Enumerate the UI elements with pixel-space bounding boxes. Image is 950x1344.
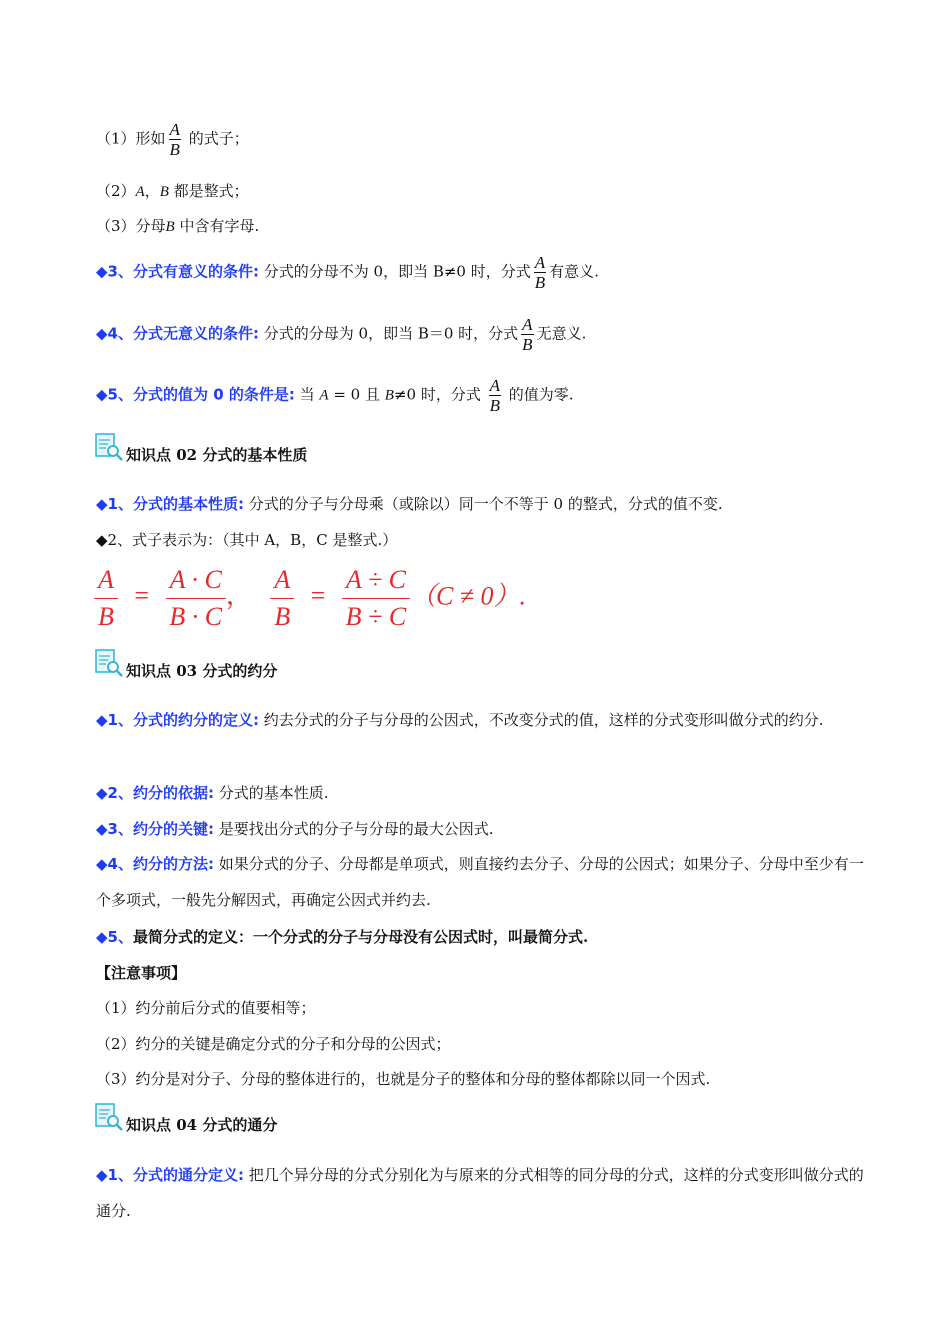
condition-zero-value <box>96 376 574 415</box>
fraction-numerator: A <box>169 120 180 139</box>
condition-meaningful-text: 分式的分母不为 0，即当 B≠0 时，分式 <box>258 262 531 281</box>
yuefen-method-title: ◆4、约分的方法: <box>96 855 214 873</box>
def-line-2-suffix: 都是整式； <box>168 182 249 200</box>
var-b: B <box>165 219 175 235</box>
notes-heading: 【注意事项】 <box>96 964 187 982</box>
def-line-1 <box>96 120 249 159</box>
def-line-3 <box>96 215 259 238</box>
note-2: （2）约分的关键是确定分式的分子和分母的公因式； <box>96 1035 451 1053</box>
note-3: （3）约分是对分子、分母的整体进行的，也就是分子的整体和分母的整体都除以同一个因式. <box>96 1070 711 1088</box>
equals-sign: = <box>310 581 326 611</box>
tongfen-definition <box>96 1157 868 1229</box>
fraction-denominator: B · C <box>169 602 223 631</box>
section-title: 知识点 03 分式的约分 <box>126 662 278 680</box>
condition-zero-title: ◆5、分式的值为 0 的条件是: <box>96 385 295 404</box>
condition-zero-text-1: 当 <box>294 385 320 404</box>
fraction-a-over-b <box>534 253 546 292</box>
yuefen-definition-text: 约去分式的分子与分母的公因式，不改变分式的值，这样的分式变形叫做分式的约分. <box>258 711 824 729</box>
yuefen-key-title: ◆3、约分的关键: <box>96 820 214 838</box>
tongfen-definition-title: ◆1、分式的通分定义: <box>96 1166 244 1184</box>
def-line-1-prefix: （1）形如 <box>96 129 166 148</box>
condition-zero-text-3: ≠0 时，分式 <box>393 385 486 404</box>
simplest-fraction-text: 最简分式的定义：一个分式的分子与分母没有公因式时，叫最简分式. <box>132 928 589 946</box>
property-definition <box>96 493 723 515</box>
def-line-3-prefix: （3）分母 <box>96 217 166 235</box>
condition-meaningful-title: ◆3、分式有意义的条件: <box>96 262 259 281</box>
def-line-2-prefix: （2） <box>96 182 136 200</box>
section-title: 知识点 04 分式的通分 <box>126 1116 278 1134</box>
yuefen-method <box>96 846 868 918</box>
formula-condition: （C ≠ 0）. <box>409 581 527 611</box>
fraction-numerator: A <box>489 376 500 395</box>
fraction-numerator: A <box>270 562 294 599</box>
var-b: B <box>384 387 394 404</box>
property-text: 分式的分子与分母乘（或除以）同一个不等于 0 的整式，分式的值不变. <box>243 495 723 513</box>
separator: ， <box>144 182 160 200</box>
var-b: B <box>159 184 169 200</box>
note-1: （1）约分前后分式的值要相等； <box>96 999 316 1017</box>
fraction-denominator: B <box>489 396 500 415</box>
var-a: A <box>319 387 329 404</box>
formula-fraction-ac-bc <box>166 562 226 635</box>
def-line-2 <box>96 180 249 203</box>
fraction-denominator: B <box>522 335 533 354</box>
condition-meaningless-text: 分式的分母为 0，即当 B＝0 时，分式 <box>258 324 519 343</box>
yuefen-basis <box>96 782 329 804</box>
yuefen-definition <box>96 702 868 738</box>
condition-meaningful-tail: 有意义. <box>549 262 599 281</box>
yuefen-method-text: 如果分式的分子、分母都是单项式，则直接约去分子、分母的公因式；如果分子、分母中至少有一个多项式，一般先分解因式，再确定公因式并约去. <box>96 855 864 909</box>
condition-meaningless-tail: 无意义. <box>536 324 587 343</box>
section-title: 知识点 02 分式的基本性质 <box>126 446 308 464</box>
fraction-denominator: B <box>98 602 114 631</box>
formula-fraction-a-b-2 <box>270 562 294 635</box>
equals-sign: = <box>134 581 150 611</box>
simplest-fraction-marker: ◆5、 <box>96 928 133 946</box>
magnifier-document-icon <box>94 432 124 462</box>
def-line-3-suffix: 中含有字母. <box>174 217 260 235</box>
tongfen-definition-text: 把几个异分母的分式分别化为与原来的分式相等的同分母的分式，这样的分式变形叫做分式的通分. <box>96 1166 864 1220</box>
fraction-a-over-b <box>489 376 501 415</box>
fraction-a-over-b <box>521 315 533 354</box>
fraction-denominator: B <box>534 273 546 292</box>
var-a: A <box>135 184 145 200</box>
fraction-denominator: B ÷ C <box>345 602 407 631</box>
condition-meaningful <box>96 253 599 292</box>
condition-zero-text-2: = 0 且 <box>328 385 385 404</box>
property-formula-intro: ◆2、式子表示为：（其中 A，B，C 是整式.） <box>96 531 398 549</box>
fraction-numerator: A ÷ C <box>342 562 410 599</box>
yuefen-basis-text: 分式的基本性质. <box>213 784 329 802</box>
yuefen-basis-title: ◆2、约分的依据: <box>96 784 214 802</box>
fraction-denominator: B <box>274 602 291 631</box>
comma: ， <box>225 581 252 611</box>
condition-zero-tail: 的值为零. <box>503 385 574 404</box>
fraction-numerator: A <box>522 315 533 334</box>
property-formula <box>94 562 526 635</box>
yuefen-key <box>96 818 494 840</box>
def-line-1-suffix: 的式子； <box>183 129 249 148</box>
yuefen-key-text: 是要找出分式的分子与分母的最大公因式. <box>213 820 494 838</box>
fraction-numerator: A <box>94 562 118 599</box>
condition-meaningless-title: ◆4、分式无意义的条件: <box>96 324 259 343</box>
condition-meaningless <box>96 315 586 354</box>
fraction-a-over-b <box>169 120 181 159</box>
formula-fraction-a-div-c <box>342 562 410 635</box>
yuefen-definition-title: ◆1、分式的约分的定义: <box>96 711 259 729</box>
fraction-denominator: B <box>169 140 180 159</box>
simplest-fraction-definition <box>96 926 588 948</box>
fraction-numerator: A · C <box>166 562 226 599</box>
property-title: ◆1、分式的基本性质: <box>96 495 244 513</box>
magnifier-document-icon <box>94 1102 124 1132</box>
magnifier-document-icon <box>94 648 124 678</box>
fraction-numerator: A <box>534 253 546 272</box>
formula-fraction-a-b <box>94 562 118 635</box>
